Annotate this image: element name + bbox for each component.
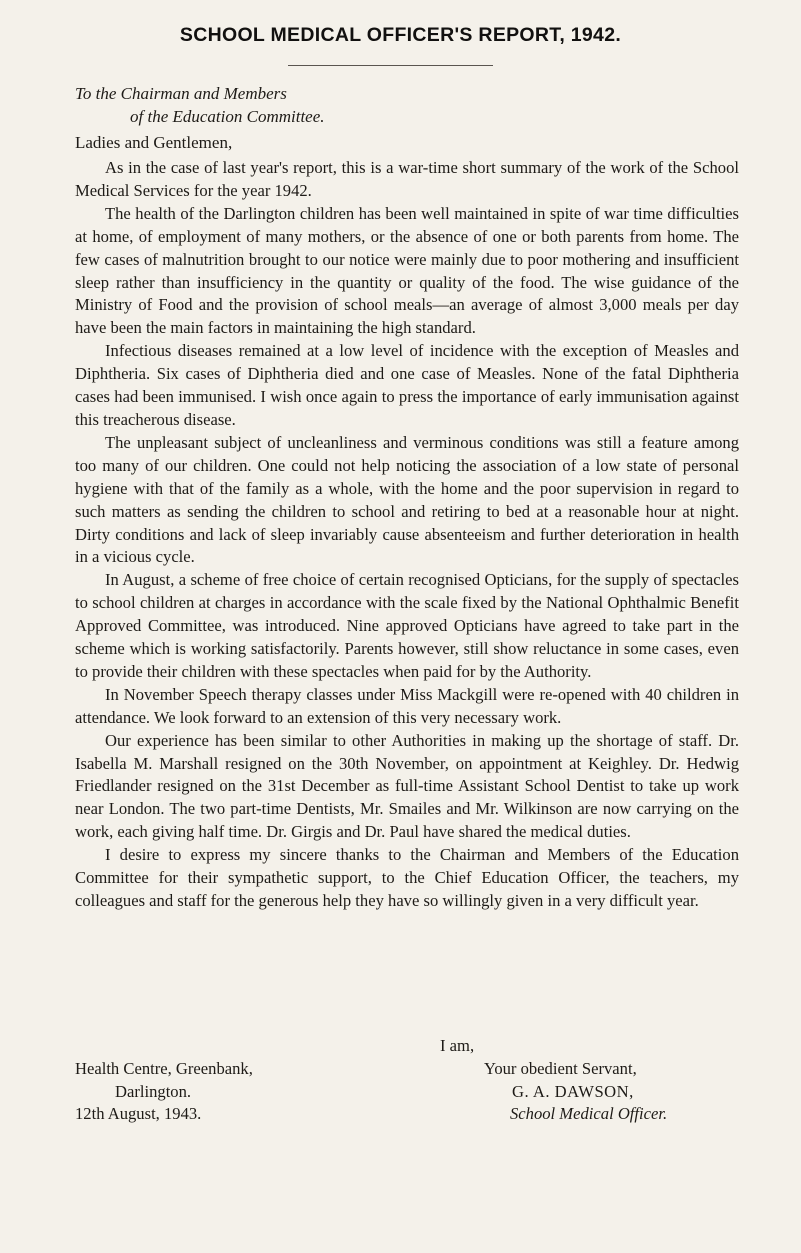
- signature-block: [484, 1058, 667, 1126]
- letter-date: 12th August, 1943.: [75, 1104, 202, 1123]
- i-am-line: I am,: [440, 1036, 475, 1055]
- sender-address-line: Health Centre, Greenbank,: [75, 1059, 253, 1078]
- paragraph: The health of the Darlington children has been well maintained in spite of war time difficulties at home, of employment of many mothers, or the absence of one or both parents from home. The few cases of malnutrition brought to our notice were mainly due to poor mothering and insufficient sleep rather than insufficiency in the quantity or quality of the food. The wise guidance of the Ministry of Food and the provision of school meals—an average of almost 3,000 meals per day have been the main factors in maintaining the high standard.: [75, 203, 739, 338]
- signatory-title: School Medical Officer.: [510, 1104, 668, 1123]
- sender-address: [75, 1058, 253, 1126]
- title-divider: [288, 65, 493, 66]
- report-title: SCHOOL MEDICAL OFFICER'S REPORT, 1942.: [179, 24, 622, 46]
- sign-off: Your obedient Servant,: [484, 1059, 637, 1078]
- paragraph: In November Speech therapy classes under Miss Mackgill were re-opened with 40 children in attendance. We look forward to an extension of this very necessary work.: [75, 684, 739, 727]
- address-line-2: of the Education Committee.: [130, 107, 325, 126]
- report-body: [75, 157, 739, 913]
- paragraph: The unpleasant subject of uncleanliness and verminous conditions was still a feature among too many of our children. One could not help noticing the association of a low state of personal hygiene with that of the family as a whole, with the home and the poor supervision in regard to such matters as sending the children to school and retiring to bed at a reasonable hour at night. Dirty conditions and lack of sleep invariably cause absenteeism and further deterioration in health in a vicious cycle.: [75, 432, 739, 567]
- salutation: Ladies and Gentlemen,: [75, 133, 233, 152]
- paragraph: As in the case of last year's report, this is a war-time short summary of the work of the School Medical Services for the year 1942.: [75, 158, 739, 200]
- paragraph: Our experience has been similar to other Authorities in making up the shortage of staff. Dr. Isabella M. Marshall resigned on the 30th November, on appointment at Keighley. Dr. Hedwig Friedlander resigned on the 31st December as full-time Assistant School Dentist to take up work near London. The two part-time Dentists, Mr. Smailes and Mr. Wilkinson are now carrying on the work, each giving half time. Dr. Girgis and Dr. Paul have shared the medical duties.: [75, 730, 739, 842]
- paragraph: Infectious diseases remained at a low level of incidence with the exception of Measles and Diphtheria. Six cases of Diphtheria died and one case of Measles. None of the fatal Diphtheria cases had been immunised. I wish once again to press the importance of early immunisation against this treacherous disease.: [75, 341, 739, 429]
- signatory-name: G. A. DAWSON,: [512, 1081, 634, 1101]
- paragraph: I desire to express my sincere thanks to the Chairman and Members of the Education Committee for their sympathetic support, to the Chief Education Officer, the teachers, my colleagues and staff for the generous help they have so willingly given in a very difficult year.: [75, 845, 739, 910]
- paragraph: In August, a scheme of free choice of certain recognised Opticians, for the supply of spectacles to school children at charges in accordance with the scale fixed by the National Ophthalmic Benefit Approved Committee, was introduced. Nine approved Opticians have agreed to take part in the scheme which is working satisfactorily. Parents however, still show reluctance in some cases, even to provide their children with these spectacles when paid for by the Authority.: [75, 570, 739, 681]
- sender-address-line: Darlington.: [115, 1081, 192, 1101]
- address-line-1: To the Chairman and Members: [75, 84, 287, 103]
